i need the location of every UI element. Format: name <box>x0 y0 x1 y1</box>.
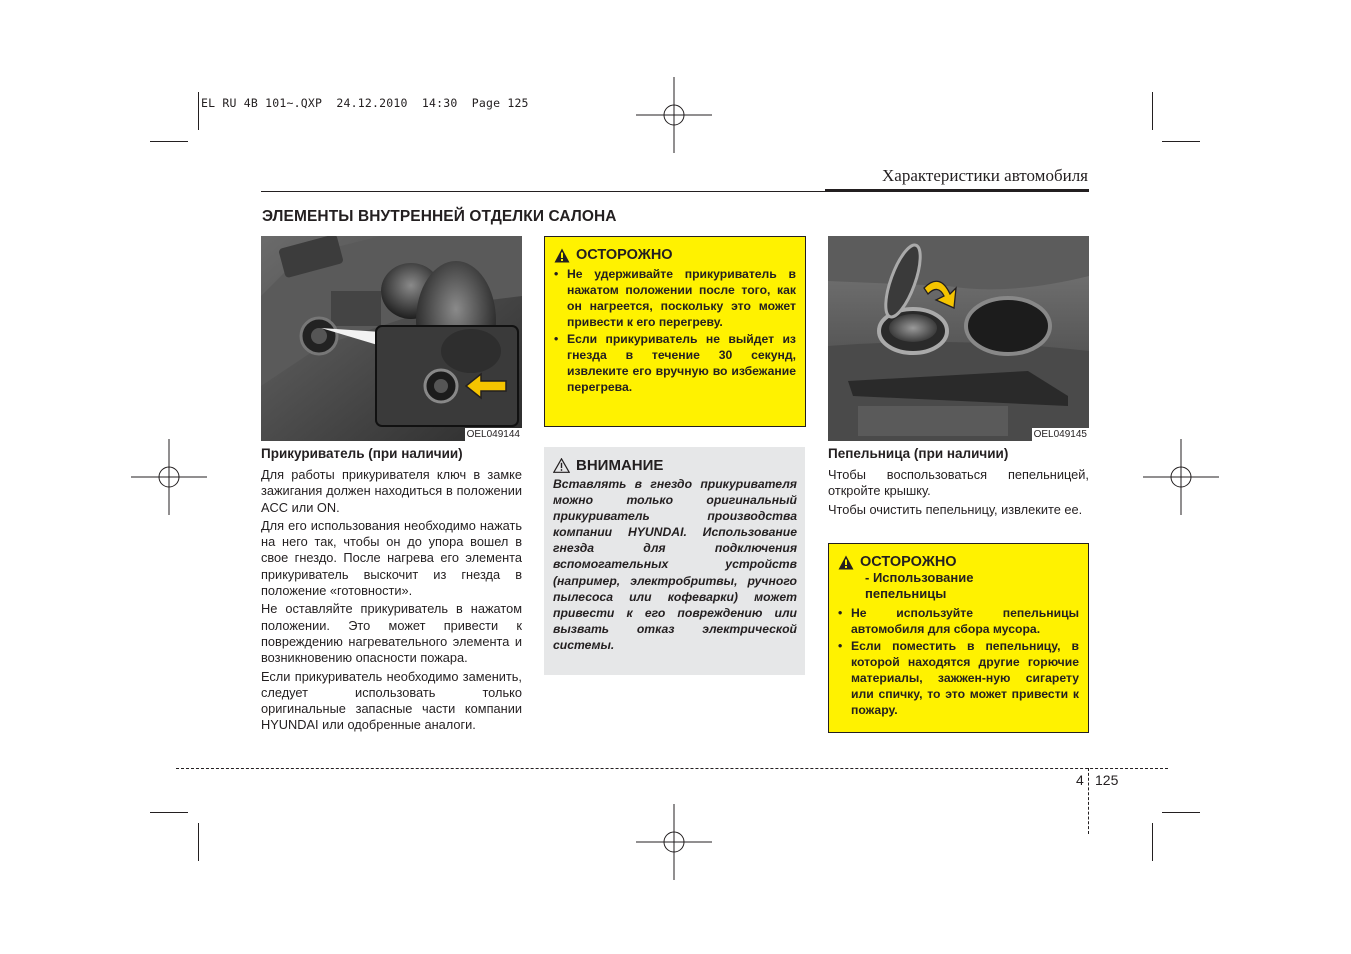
registration-mark-icon <box>1143 439 1219 515</box>
paragraph: Чтобы очистить пепельницу, извлеките ее. <box>828 501 1083 517</box>
ashtray-illustration <box>828 236 1089 441</box>
warning-title <box>554 247 796 263</box>
warning-triangle-icon <box>554 248 570 263</box>
print-slug: EL RU 4B 101~.QXP 24.12.2010 14:30 Page 125 <box>201 96 529 110</box>
warning-subtitle: - Использование пепельницы <box>865 570 974 601</box>
registration-mark-icon <box>636 77 712 153</box>
crop-mark <box>1152 92 1153 130</box>
running-header: Характеристики автомобиля <box>882 166 1088 185</box>
footer-rule <box>176 768 1168 769</box>
ashtray-subhead: Пепельница (при наличии) <box>828 446 1009 461</box>
caution-text: Вставлять в гнездо прикуривателя можно только оригинальный прикуриватель производства компании HYUNDAI. Использование гнезда для подключения вспомогательных устройств (например, электробритвы, ручного пылесоса или кофеварки) может привести к его повреждению или вызвать отказ электрической системы. <box>553 477 797 652</box>
header-rule-thick <box>825 189 1089 192</box>
cigarette-lighter-illustration <box>261 236 522 441</box>
warning-box <box>544 236 806 427</box>
ashtray-warning-box <box>828 543 1089 733</box>
registration-mark-icon <box>636 804 712 880</box>
photo-code: OEL049144 <box>466 429 520 440</box>
warning-triangle-icon <box>838 555 854 570</box>
chapter-number: 4 <box>1076 772 1084 788</box>
paragraph: Для работы прикуривателя ключ в замке зажигания должен находиться в положении ACC или ON. <box>261 467 522 515</box>
paragraph: Чтобы воспользоваться пепельницей, откройте крышку. <box>828 467 1089 499</box>
footer-divider <box>1088 768 1089 834</box>
cigarette-lighter-text <box>261 467 522 736</box>
crop-mark <box>150 141 188 142</box>
crop-mark <box>150 812 188 813</box>
warning-item: • Не удерживайте прикуриватель в нажатом положении после того, как он нагреется, поскольку это может привести к его перегреву. <box>554 266 796 330</box>
photo-code: OEL049145 <box>1033 429 1087 440</box>
warning-title-text: ОСТОРОЖНО <box>576 247 673 263</box>
crop-mark <box>198 92 199 130</box>
warning-title <box>838 554 1079 570</box>
caution-triangle-icon <box>553 458 570 473</box>
cigarette-lighter-subhead: Прикуриватель (при наличии) <box>261 446 463 461</box>
cigarette-lighter-photo <box>261 236 522 441</box>
section-title: ЭЛЕМЕНТЫ ВНУТРЕННЕЙ ОТДЕЛКИ САЛОНА <box>262 208 617 225</box>
warning-item: • Если поместить в пепельницу, в которой находятся другие горючие материалы, зажжен-ную сигарету или спичку, то это может привести к пожару. <box>838 638 1079 718</box>
paragraph: Если прикуриватель необходимо заменить, следует использовать только оригинальные запасные части компании HYUNDAI или одобренные аналоги. <box>261 668 522 733</box>
caution-title <box>553 457 797 474</box>
warning-item: • Не используйте пепельницы автомобиля для сбора мусора. <box>838 605 1079 637</box>
crop-mark <box>1162 812 1200 813</box>
warning-item: • Если прикуриватель не выйдет из гнезда в течение 30 секунд, извлеките его вручную во избежание перегрева. <box>554 331 796 395</box>
ashtray-photo <box>828 236 1089 441</box>
page-number: 125 <box>1095 772 1119 788</box>
registration-mark-icon <box>131 439 207 515</box>
ashtray-text <box>828 467 1089 520</box>
warning-title-text: ОСТОРОЖНО <box>860 554 957 570</box>
crop-mark <box>198 823 199 861</box>
crop-mark <box>1162 141 1200 142</box>
caution-title-text: ВНИМАНИЕ <box>576 457 664 474</box>
paragraph: Не оставляйте прикуриватель в нажатом положении. Это может привести к повреждению нагревательного элемента и возникновению опасности пожара. <box>261 601 522 666</box>
caution-box <box>544 447 805 675</box>
crop-mark <box>1152 823 1153 861</box>
paragraph: Для его использования необходимо нажать на него так, чтобы он до упора вошел в свое гнездо. После нагрева его элемента прикуриватель выскочит из гнезда в положение «готовности». <box>261 517 522 599</box>
